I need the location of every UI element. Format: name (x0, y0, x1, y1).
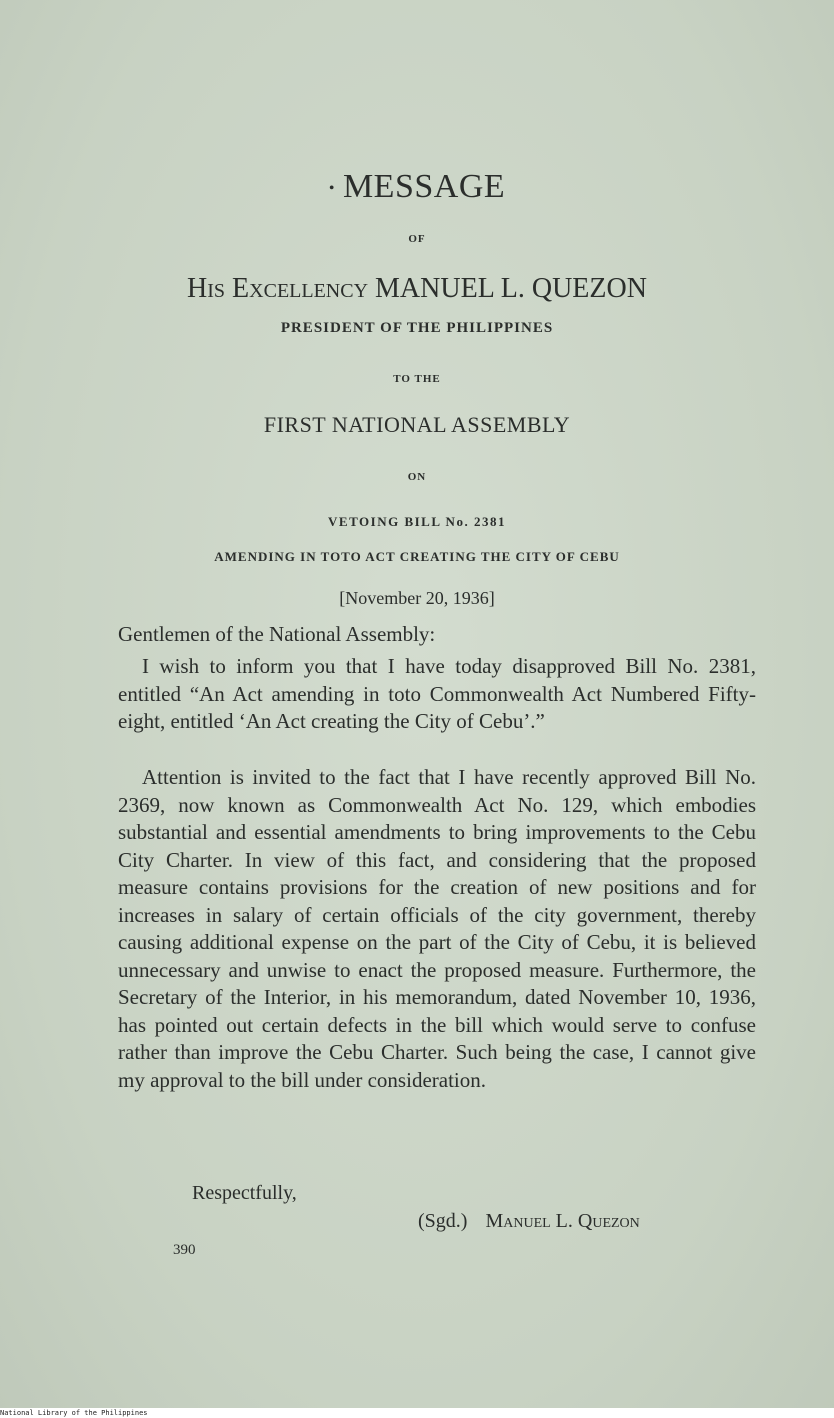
signature-name: Manuel L. Quezon (485, 1210, 640, 1232)
to-the-label: TO THE (393, 373, 441, 385)
excellency-prefix: His Excellency (187, 273, 369, 304)
signature-line (418, 1210, 640, 1233)
page-number: 390 (173, 1242, 196, 1258)
title-mark: • (328, 180, 335, 198)
closing: Respectfully, (192, 1182, 297, 1204)
message-date: [November 20, 1936] (339, 588, 495, 608)
assembly-heading: FIRST NATIONAL ASSEMBLY (263, 412, 571, 437)
library-footer: National Library of the Philippines (0, 1408, 834, 1418)
subject-heading: AMENDING IN TOTO ACT CREATING THE CITY OF CEBU (214, 549, 620, 564)
signed-mark: (Sgd.) (418, 1210, 468, 1232)
message-title (0, 168, 834, 206)
paragraph-1: I wish to inform you that I have today disapproved Bill No. 2381, entitled “An Act amending in toto Commonwealth Act Numbered Fifty-eight, entitled ‘An Act creating the City of Cebu’.” (118, 654, 756, 733)
paragraph-2: Attention is invited to the fact that I have recently approved Bill No. 2369, now known as Commonwealth Act No. 129, which embodies substantial and essential amendments to bring improvements to the Cebu City Charter. In view of this fact, and considering that the proposed measure contains provisions for the creation of new positions and for increases in salary of certain officials of the city government, thereby causing additional expense on the part of the City of Cebu, it is believed unnecessary and unwise to enact the proposed measure. Furthermore, the Secretary of the Interior, in his memorandum, dated November 10, 1936, has pointed out certain defects in the bill which would serve to confuse rather than improve the Cebu Charter. Such being the case, I cannot give my approval to the bill under consideration. (118, 765, 756, 1092)
salutation: Gentlemen of the National Assembly: (118, 622, 436, 646)
president-title: PRESIDENT OF THE PHILIPPINES (280, 320, 554, 336)
on-label: ON (407, 471, 427, 483)
excellency-heading (0, 273, 834, 305)
excellency-name: MANUEL L. QUEZON (375, 273, 647, 304)
of-label: OF (408, 233, 426, 245)
title-text: MESSAGE (342, 168, 506, 205)
bill-heading: VETOING BILL No. 2381 (328, 514, 506, 529)
